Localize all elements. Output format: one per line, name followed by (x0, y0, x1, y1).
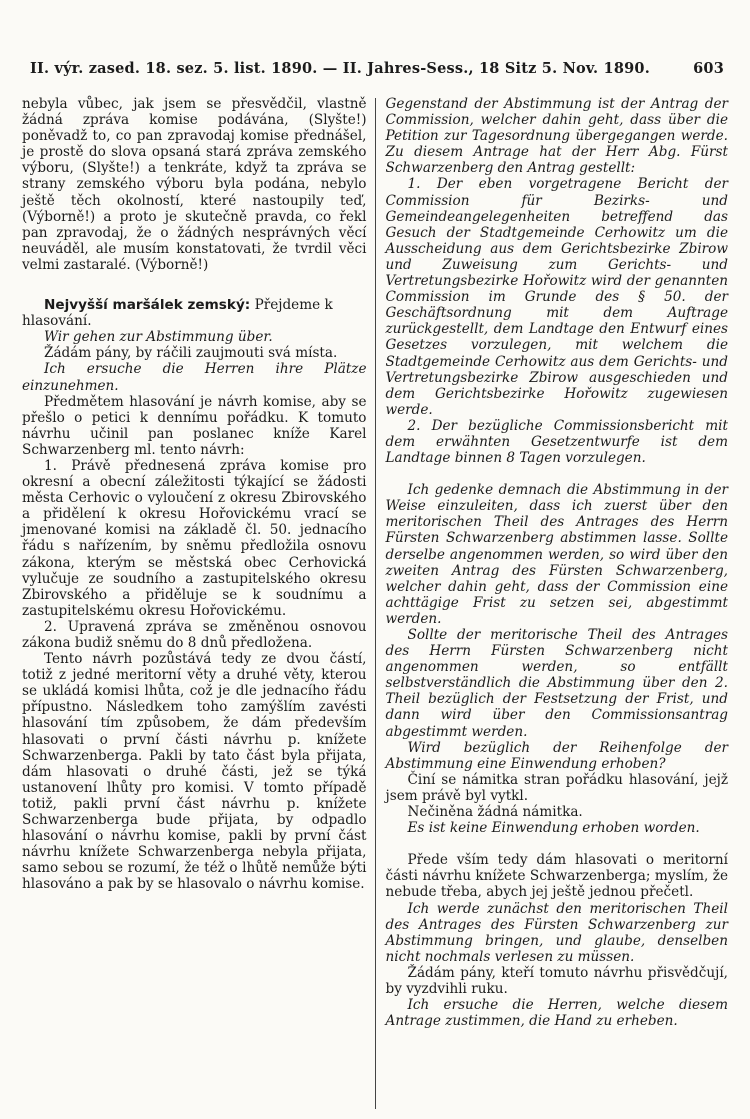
paragraph: Ich gedenke demnach die Abstimmung in der Weise einzuleiten, dass ich zuerst über den meritorischen Theil des Antrages des Herrn Fürsten Schwarzenberg abstimmen lasse. Sollte derselbe angenommen werden, so wird über den zweiten Antrag des Fürsten Schwarzenberg, welcher dahin geht, dass der Commission eine achttägige Frist zu setzen sei, abgestimmt werden. (385, 482, 728, 627)
paragraph: Sollte der meritorische Theil des Antrages des Herrn Fürsten Schwarzenberg nicht angenommen werden, so entfällt selbstverständlich die Abstimmung über den 2. Theil bezüglich der Festsetzung der Frist, und dann wird über den Commissionsantrag abgestimmt werden. (385, 627, 728, 740)
paragraph: 2. Upravená zpráva se změněnou osnovou zákona budiž sněmu do 8 dnů předložena. (22, 618, 367, 651)
paragraph: Ich ersuche die Herren ihre Plätze einzunehmen. (22, 361, 367, 394)
speaker-name: Nejvyšší maršálek zemský: (44, 297, 251, 314)
paragraph: Wird bezüglich der Reihenfolge der Abstimmung eine Einwendung erhoben? (385, 739, 728, 772)
paragraph: 1. Der eben vorgetragene Bericht der Commission für Bezirks- und Gemeindeangelegenheiten betreffend das Gesuch der Stadtgemeinde Cerhowitz um die Ausscheidung aus dem Gerichtsbezirke Zbirow und Zuweisung zum Gerichts- und Vertretungsbezirke Hořowitz wird der genannten Commission im Grunde des § 50. der Geschäftsordnung mit dem Auftrage zurückgestellt, dem Landtage den Entwurf eines Gesetzes vorzulegen, mit welchem die Stadtgemeinde Cerhowitz aus dem Gerichts- und Vertretungsbezirke Zbirow ausgeschieden und dem Gerichtsbezirke Hořowitz zugewiesen werde. (385, 176, 728, 418)
page-number: 603 (693, 60, 724, 77)
czech-column (22, 96, 375, 1109)
paragraph: Gegenstand der Abstimmung ist der Antrag der Commission, welcher dahin geht, dass über die Petition zur Tagesordnung übergegangen werde. Zu diesem Antrage hat der Herr Abg. Fürst Schwarzenberg den Antrag gestellt: (385, 96, 728, 177)
paragraph: Ich werde zunächst den meritorischen Theil des Antrages des Fürsten Schwarzenberg zur Abstimmung bringen, und glaube, denselben nicht nochmals verlesen zu müssen. (385, 900, 728, 965)
paragraph: Žádám pány, kteří tomuto návrhu přisvědčují, by vyzdvihli ruku. (385, 964, 728, 997)
running-header (30, 60, 724, 77)
paragraph: 2. Der bezügliche Commissionsbericht mit dem erwähnten Gesetzentwurfe ist dem Landtage binnen 8 Tagen vorzulegen. (385, 417, 728, 467)
paragraph: Činí se námitka stran pořádku hlasování, jejž jsem právě byl vytkl. (385, 771, 728, 804)
header-session-info: II. výr. zased. 18. sez. 5. list. 1890. — II. Jahres-Sess., 18 Sitz 5. Nov. 1890. (30, 60, 650, 77)
paragraph: Nečiněna žádná námitka. (407, 804, 583, 821)
speaker-text: Přejdeme k hlasování. (22, 297, 333, 330)
paragraph: Předmětem hlasování je návrh komise, aby se přešlo o petici k dennímu pořádku. K tomuto návrhu učinil pan poslanec kníže Karel Schwarzenberg ml. tento návrh: (22, 393, 367, 458)
paragraph: Přede vším tedy dám hlasovati o meritorní části návrhu knížete Schwarzenberga; myslím, že nebude třeba, abych jej ještě jednou přečetl. (385, 852, 728, 901)
paragraph: Ich ersuche die Herren, welche diesem Antrage zustimmen, die Hand zu erheben. (385, 997, 728, 1030)
paragraph: 1. Právě přednesená zpráva komise pro okresní a obecní záležitosti týkající se žádosti města Cerhovic o vyloučení z okresu Zbirovského a přidělení k okresu Hořovickému vrací se jmenované komisi na základě čl. 50. jednacího řádu s nařízením, by sněmu předložila osnovu zákona, kterým se městská obec Cerhovická vylučuje ze soudního a zastupitelského okresu Zbirovského a přiděluje se k soudnímu a zastupitelskému okresu Hořovickému. (22, 457, 367, 619)
paragraph: Es ist keine Einwendung erhoben worden. (407, 820, 700, 837)
paragraph: Žádám pány, by ráčili zaujmouti svá místa. (44, 345, 338, 362)
paragraph: Tento návrh pozůstává tedy ze dvou částí, totiž z jedné meritorní věty a druhé věty, kterou se ukládá komisi lhůta, což je dle jednacího řádu přípustno. Následkem toho zamýšlím zavésti hlasování tím způsobem, že dám především hlasovati o první části návrhu p. knížete Schwarzenberga. Pakli by tato část byla přijata, dám hlasovati o druhé části, jež se týká ustanovení lhůty pro komisi. V tomto případě totiž, pakli první část návrhu p. knížete Schwarzenberga bude přijata, by odpadlo hlasování o návrhu komise, pakli by první část návrhu knížete Schwarzenberga nebyla přijata, samo sebou se rozumí, že též o lhůtě nemůže býti hlasováno a pak by se hlasovalo o návrhu komise. (22, 651, 367, 893)
paragraph: Wir gehen zur Abstimmung über. (44, 329, 273, 346)
speaker-paragraph (22, 297, 367, 329)
two-column-body (22, 96, 728, 1109)
german-column (376, 96, 729, 1109)
paragraph: nebyla vůbec, jak jsem se přesvědčil, vlastně žádná zpráva komise podávána, (Slyšte!) poněvadž to, co pan zpravodaj komise přednášel, je prostě do slova opsaná stará zpráva zemského výboru, (Slyšte!) a tenkráte, když ta zpráva se strany zemského výboru byla podána, nebylo ještě těch okolností, které nastoupily teď, (Výborně!) a proto je skutečně pravda, co řekl pan zpravodaj, že o žádných nesprávných věcí neuváděl, ale musím konstatovati, že tvrdil věci velmi zastaralé. (Výborně!) (22, 96, 367, 273)
